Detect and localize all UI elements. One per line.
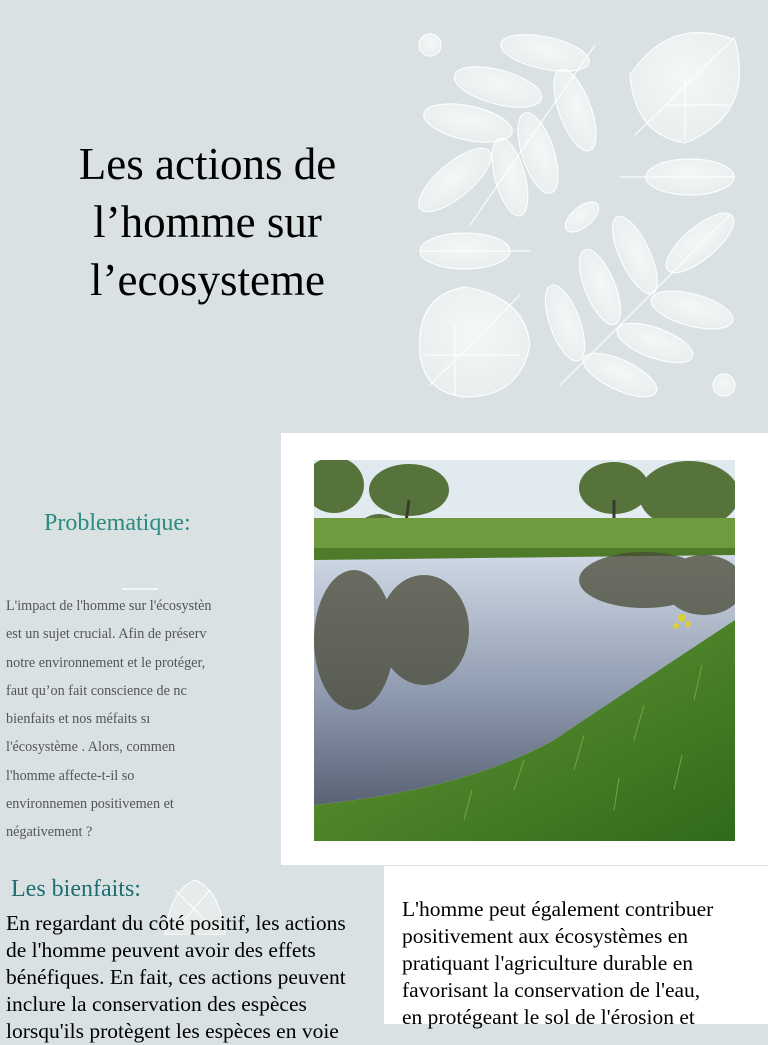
text-line: négativement ?	[6, 824, 93, 841]
text-line: pratiquant l'agriculture durable en	[402, 951, 694, 975]
leaf-pattern-icon	[410, 25, 750, 405]
title-line: l’homme sur	[93, 197, 322, 247]
right-column-text	[402, 896, 762, 1031]
bienfaits-heading: Les bienfaits:	[11, 876, 141, 902]
text-line: positivement aux écosystèmes en	[402, 924, 688, 948]
text-line: bienfaits et nos méfaits sı	[6, 711, 151, 728]
title-line: l’ecosysteme	[90, 255, 325, 305]
text-line: environnemen positivemen et	[6, 796, 174, 813]
page-title	[30, 135, 385, 309]
text-line: bénéfiques. En fait, ces actions peuvent	[6, 965, 346, 989]
text-line: en protégeant le sol de l'érosion et	[402, 1005, 695, 1029]
text-line: l'écosystème . Alors, commen	[6, 739, 176, 756]
right-text-panel	[384, 866, 768, 1029]
text-line: notre environnement et le protéger,	[6, 654, 206, 671]
text-line: lorsqu'ils protègent les espèces en voie	[6, 1019, 339, 1043]
accent-divider	[122, 588, 158, 590]
text-line: est un sujet crucial. Afin de préserv	[6, 626, 207, 643]
bienfaits-text	[6, 910, 378, 1045]
text-line: inclure la conservation des espèces	[6, 992, 307, 1016]
text-line: de l'homme peuvent avoir des effets	[6, 938, 316, 962]
problematique-heading: Problematique:	[44, 510, 191, 536]
photo-card	[281, 433, 768, 865]
text-line: L'impact de l'homme sur l'écosystèn	[6, 598, 212, 614]
text-line: favorisant la conservation de l'eau,	[402, 978, 701, 1002]
pond-landscape-photo	[314, 460, 735, 841]
problematique-text	[6, 592, 256, 847]
title-line: Les actions de	[78, 139, 337, 189]
text-line: faut qu’on fait conscience de nc	[6, 682, 187, 699]
text-line: l'homme affecte-t-il so	[6, 767, 135, 784]
text-line: En regardant du côté positif, les actions	[6, 911, 346, 935]
text-line: L'homme peut également contribuer	[402, 897, 714, 921]
